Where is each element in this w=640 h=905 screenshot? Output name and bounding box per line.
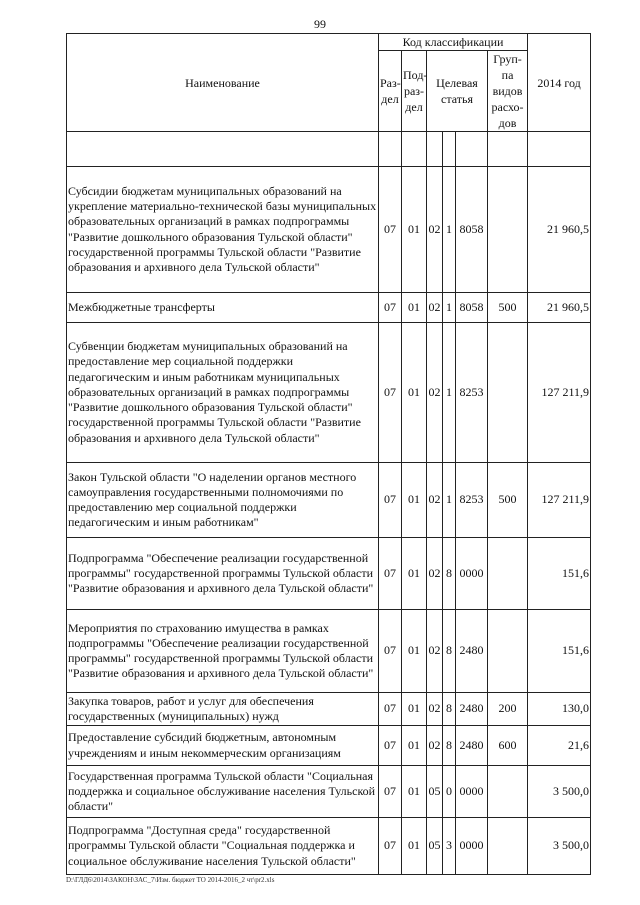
row-target-part3: 8058 (456, 293, 488, 323)
row-amount: 151,6 (528, 610, 591, 693)
table-row (67, 293, 591, 323)
row-name: Мероприятия по страхованию имущества в рамках подпрограммы "Обеспечение реализации государственной программы" государственной программы Тульской области "Развитие образования и архивного дела Тульской области" (67, 610, 379, 693)
header-podrazdel: Под-раз-дел (402, 51, 427, 132)
row-target-part2: 1 (443, 323, 456, 463)
row-razdel: 07 (379, 693, 402, 726)
header-razdel: Раз-дел (379, 51, 402, 132)
row-group: 500 (488, 293, 528, 323)
row-podrazdel: 01 (402, 323, 427, 463)
row-target-part2: 8 (443, 693, 456, 726)
table-row (67, 766, 591, 818)
row-target-part1: 02 (427, 167, 443, 293)
row-name: Подпрограмма "Доступная среда" государственной программы Тульской области "Социальная поддержка и социальное обслуживание населения Тульской области" (67, 818, 379, 875)
table-row (67, 693, 591, 726)
header-code: Код классификации (379, 34, 528, 51)
row-amount: 127 211,9 (528, 323, 591, 463)
row-group: 500 (488, 463, 528, 538)
row-podrazdel: 01 (402, 538, 427, 610)
row-name: Подпрограмма "Обеспечение реализации государственной программы" государственной программы Тульской области "Развитие образования и архивного дела Тульской области" (67, 538, 379, 610)
row-podrazdel: 01 (402, 726, 427, 766)
row-razdel: 07 (379, 726, 402, 766)
row-amount: 130,0 (528, 693, 591, 726)
row-amount: 127 211,9 (528, 463, 591, 538)
row-podrazdel: 01 (402, 463, 427, 538)
table-row (67, 323, 591, 463)
row-target-part3: 2480 (456, 693, 488, 726)
row-target-part1: 02 (427, 538, 443, 610)
row-target-part3: 0000 (456, 766, 488, 818)
row-razdel: 07 (379, 538, 402, 610)
row-target-part3: 8253 (456, 323, 488, 463)
table-row (67, 463, 591, 538)
row-razdel: 07 (379, 463, 402, 538)
row-razdel: 07 (379, 323, 402, 463)
header-name: Наименование (67, 34, 379, 132)
row-podrazdel: 01 (402, 293, 427, 323)
row-target-part3: 0000 (456, 818, 488, 875)
row-name: Закупка товаров, работ и услуг для обеспечения государственных (муниципальных) нужд (67, 693, 379, 726)
row-target-part3: 2480 (456, 726, 488, 766)
row-amount: 21 960,5 (528, 293, 591, 323)
row-target-part1: 02 (427, 693, 443, 726)
row-target-part2: 3 (443, 818, 456, 875)
row-target-part2: 0 (443, 766, 456, 818)
row-name: Государственная программа Тульской области "Социальная поддержка и социальное обслуживание населения Тульской области" (67, 766, 379, 818)
header-year: 2014 год (528, 34, 591, 132)
row-target-part1: 02 (427, 726, 443, 766)
row-podrazdel: 01 (402, 818, 427, 875)
row-amount: 3 500,0 (528, 818, 591, 875)
table-row (67, 818, 591, 875)
row-group (488, 538, 528, 610)
row-target-part3: 2480 (456, 610, 488, 693)
row-name: Предоставление субсидий бюджетным, автономным учреждениям и иным некоммерческим организациям (67, 726, 379, 766)
row-razdel: 07 (379, 818, 402, 875)
row-group (488, 818, 528, 875)
row-target-part1: 02 (427, 323, 443, 463)
table-row (67, 538, 591, 610)
row-podrazdel: 01 (402, 766, 427, 818)
row-target-part2: 1 (443, 463, 456, 538)
row-podrazdel: 01 (402, 693, 427, 726)
file-path-footer: D:\ГЛД6\2014\ЗАКОН\ЗАС_7\Изм. бюджет ТО 2014-2016_2 чт\pr2.xls (66, 876, 275, 884)
row-group (488, 610, 528, 693)
budget-table (66, 33, 591, 875)
table-row (67, 726, 591, 766)
row-target-part2: 8 (443, 726, 456, 766)
row-target-part3: 0000 (456, 538, 488, 610)
row-name: Субсидии бюджетам муниципальных образований на укрепление материально-технической базы муниципальных образовательных организаций в рамках подпрограммы "Развитие дошкольного образования Тульской области" государственной программы Тульской области "Развитие образования и архивного дела Тульской области" (67, 167, 379, 293)
row-podrazdel: 01 (402, 167, 427, 293)
row-amount: 151,6 (528, 538, 591, 610)
row-group (488, 766, 528, 818)
row-amount: 21 960,5 (528, 167, 591, 293)
row-target-part2: 8 (443, 538, 456, 610)
row-podrazdel: 01 (402, 610, 427, 693)
row-group (488, 323, 528, 463)
row-target-part2: 1 (443, 167, 456, 293)
row-razdel: 07 (379, 167, 402, 293)
row-group: 600 (488, 726, 528, 766)
row-amount: 21,6 (528, 726, 591, 766)
row-target-part1: 05 (427, 818, 443, 875)
row-name: Межбюджетные трансферты (67, 293, 379, 323)
row-razdel: 07 (379, 610, 402, 693)
row-target-part1: 05 (427, 766, 443, 818)
row-target-part1: 02 (427, 463, 443, 538)
row-target-part1: 02 (427, 293, 443, 323)
header-group: Груп-па видов расхо-дов (488, 51, 528, 132)
header-target: Целевая статья (427, 51, 488, 132)
table-row (67, 167, 591, 293)
row-target-part3: 8253 (456, 463, 488, 538)
row-group (488, 167, 528, 293)
table-row (67, 610, 591, 693)
row-razdel: 07 (379, 766, 402, 818)
row-name: Закон Тульской области "О наделении органов местного самоуправления государственными полномочиями по предоставлению мер социальной поддержки педагогическим и иным работникам" (67, 463, 379, 538)
row-razdel: 07 (379, 293, 402, 323)
page-number: 99 (314, 17, 326, 31)
row-name: Субвенции бюджетам муниципальных образований на предоставление мер социальной поддержки педагогическим и иным работникам муниципальных образовательных организаций в рамках подпрограммы "Развитие дошкольного образования Тульской области" государственной программы Тульской области "Развитие образования и архивного дела Тульской области" (67, 323, 379, 463)
row-target-part1: 02 (427, 610, 443, 693)
row-target-part2: 1 (443, 293, 456, 323)
row-amount: 3 500,0 (528, 766, 591, 818)
row-group: 200 (488, 693, 528, 726)
row-target-part3: 8058 (456, 167, 488, 293)
row-target-part2: 8 (443, 610, 456, 693)
